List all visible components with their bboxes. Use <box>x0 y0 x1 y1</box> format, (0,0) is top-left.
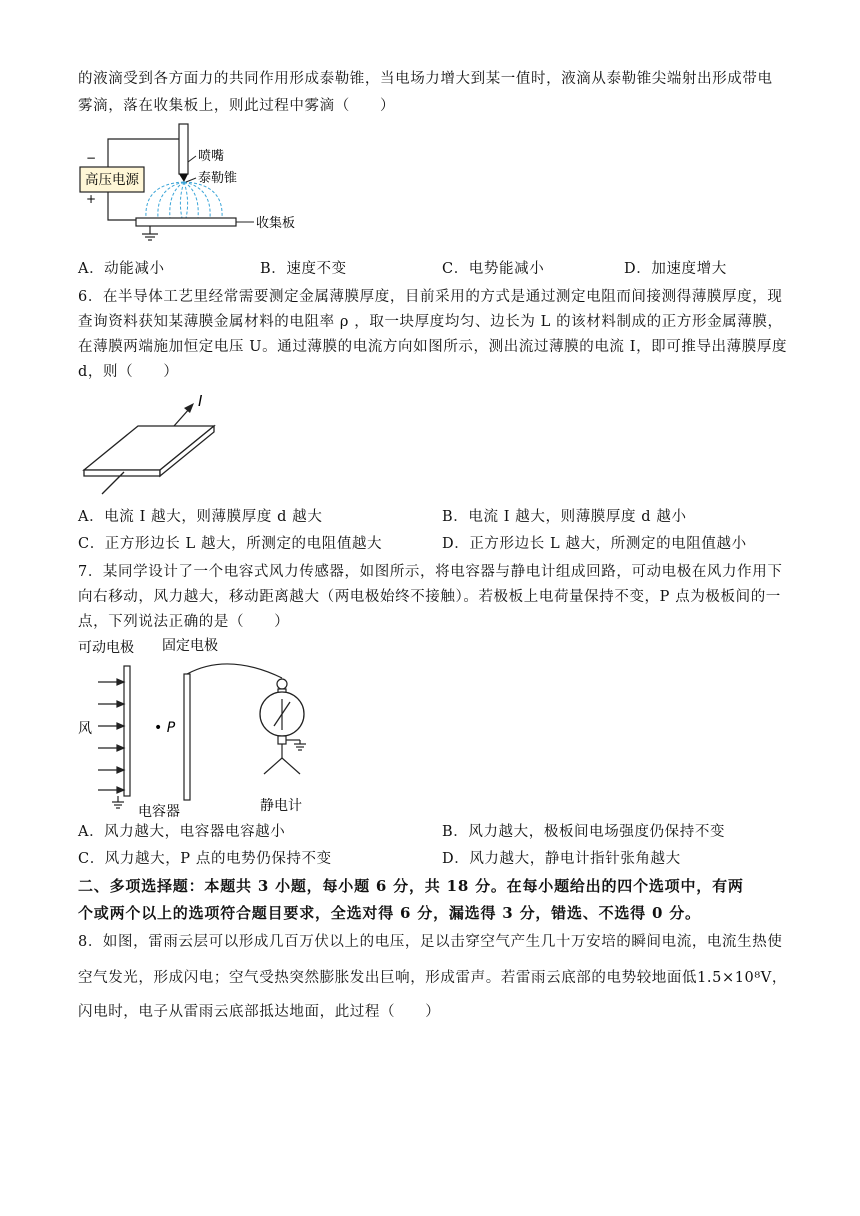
q7-option-c[interactable]: C．风力越大，P 点的电势仍保持不变 <box>78 851 332 867</box>
q6-text-line-1: 6．在半导体工艺里经常需要测定金属薄膜厚度，目前采用的方式是通过测定电阻而间接测得薄膜厚度，现 <box>78 289 783 305</box>
nozzle-label: 喷嘴 <box>198 149 225 164</box>
section-2-heading-line-2: 个或两个以上的选项符合题目要求，全选对得 6 分，漏选得 3 分，错选、不选得 0 分。 <box>78 904 701 922</box>
q7-option-d[interactable]: D．风力越大，静电计指针张角越大 <box>442 851 681 867</box>
q5-text-line-1: 的液滴受到各方面力的共同作用形成泰勒锥，当电场力增大到某一值时，液滴从泰勒锥尖端射出形成带电 <box>78 71 773 87</box>
point-p-label: • P <box>154 720 176 736</box>
q6-option-d[interactable]: D．正方形边长 L 越大，所测定的电阻值越小 <box>442 536 747 552</box>
q7-text-line-1: 7．某同学设计了一个电容式风力传感器，如图所示，将电容器与静电计组成回路，可动电极在风力作用下 <box>78 564 783 580</box>
q7-text-line-3: 点，下列说法正确的是（ ） <box>78 614 290 630</box>
q6-option-a[interactable]: A．电流 I 越大，则薄膜厚度 d 越大 <box>78 509 323 525</box>
q5-option-b[interactable]: B．速度不变 <box>260 261 347 277</box>
plus-sign: + <box>86 192 97 206</box>
fixed-electrode-label: 固定电极 <box>162 638 218 654</box>
taylor-cone-label: 泰勒锥 <box>198 171 238 186</box>
minus-sign: − <box>86 151 97 165</box>
q6-option-c[interactable]: C．正方形边长 L 越大，所测定的电阻值越大 <box>78 536 383 552</box>
q6-text-line-3: 在薄膜两端施加恒定电压 U。通过薄膜的电流方向如图所示，测出流过薄膜的电流 I，即可推导出薄膜厚度 <box>78 339 788 355</box>
q8-text-line-1: 8．如图，雷雨云层可以形成几百万伏以上的电压，足以击穿空气产生几十万安培的瞬间电流，电流生热使 <box>78 934 783 950</box>
q8-text-line-3: 闪电时，电子从雷雨云底部抵达地面，此过程（ ） <box>78 1004 441 1020</box>
q8-text-line-2: 空气发光，形成闪电；空气受热突然膨胀发出巨响，形成雷声。若雷雨云底部的电势较地面低1.5×10⁸V， <box>78 970 787 986</box>
q5-option-d[interactable]: D．加速度增大 <box>624 261 727 277</box>
q5-text-line-2: 雾滴，落在收集板上，则此过程中雾滴（ ） <box>78 98 396 114</box>
q6-option-b[interactable]: B．电流 I 越大，则薄膜厚度 d 越小 <box>442 509 687 525</box>
q7-option-b[interactable]: B．风力越大，极板间电场强度仍保持不变 <box>442 824 726 840</box>
section-2-heading-line-1: 二、多项选择题：本题共 3 小题，每小题 6 分，共 18 分。在每小题给出的四个选项中，有两 <box>78 877 744 895</box>
q7-option-a[interactable]: A．风力越大，电容器电容越小 <box>78 824 286 840</box>
power-supply-label: 高压电源 <box>85 172 139 188</box>
q5-option-a[interactable]: A．动能减小 <box>78 261 165 277</box>
q6-text-line-2: 查询资料获知某薄膜金属材料的电阻率 ρ ，取一块厚度均匀、边长为 L 的该材料制成的正方形金属薄膜， <box>78 314 783 330</box>
q7-text-line-2: 向右移动，风力越大，移动距离越大（两电极始终不接触）。若极板上电荷量保持不变，P 点为极板间的一 <box>78 589 781 605</box>
current-label: I <box>198 392 203 410</box>
electrospray-figure <box>78 122 338 250</box>
wind-label: 风 <box>78 721 92 737</box>
wind-sensor-figure <box>78 632 338 820</box>
metal-film-figure <box>78 388 228 500</box>
plate-label: 收集板 <box>256 216 296 231</box>
q6-text-line-4: d，则（ ） <box>78 364 179 380</box>
capacitor-label: 电容器 <box>138 804 180 820</box>
electrometer-label: 静电计 <box>260 798 302 814</box>
q5-option-c[interactable]: C．电势能减小 <box>442 261 545 277</box>
movable-electrode-label: 可动电极 <box>78 640 134 656</box>
